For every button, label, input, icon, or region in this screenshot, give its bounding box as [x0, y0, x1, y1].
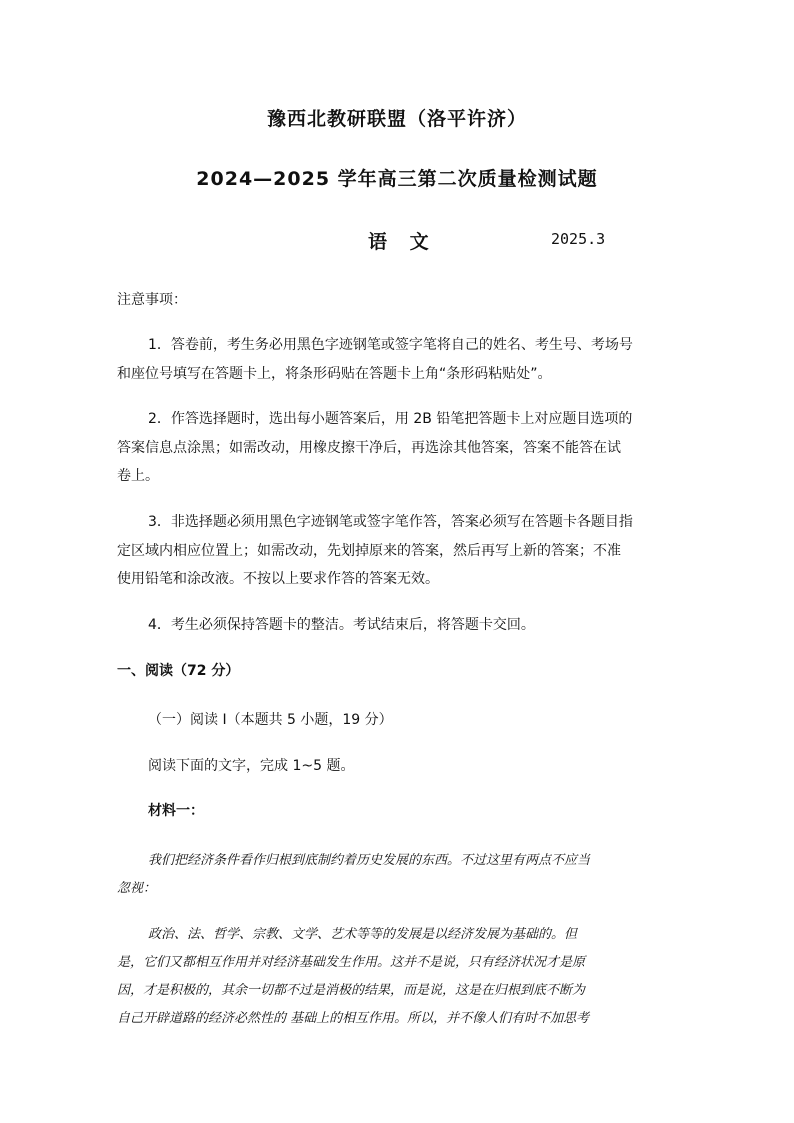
passage-p2-line-4: 自己开辟道路的经济必然性的 基础上的相互作用。所以，并不像人们有时不加思考 [117, 1011, 590, 1026]
exam-date: 2025.3 [551, 230, 606, 248]
notice-item-1-line-2: 和座位号填写在答题卡上，将条形码贴在答题卡上角“条形码粘贴处”。 [117, 366, 552, 382]
exam-title: 2024—2025 学年高三第二次质量检测试题 [196, 168, 598, 190]
notice-item-3-line-2: 定区域内相应位置上；如需改动，先划掉原来的答案，然后再写上新的答案；不准 [117, 543, 621, 559]
passage-p2-line-3: 因，才是积极的，其余一切都不过是消极的结果，而是说，这是在归根到底不断为 [117, 983, 586, 998]
passage-p2-line-2: 是，它们又都相互作用并对经济基础发生作用。这并不是说，只有经济状况才是原 [117, 955, 586, 970]
subject-label: 语 文 [368, 231, 437, 253]
notice-item-2-line-2: 答案信息点涂黑；如需改动，用橡皮擦干净后，再选涂其他答案，答案不能答在试 [117, 440, 621, 456]
notice-heading: 注意事项： [117, 292, 187, 308]
section-heading: 一、阅读（72 分） [117, 663, 240, 679]
passage-p1-line-2: 忽视： [117, 881, 157, 896]
notice-item-2-line-3: 卷上。 [117, 468, 159, 484]
notice-item-1-line-1: 1．答卷前，考生务必用黑色字迹钢笔或签字笔将自己的姓名、考生号、考场号 [148, 337, 633, 353]
passage-p2-line-1: 政治、法、哲学、宗教、文学、艺术等等的发展是以经济发展为基础的。但 [148, 927, 578, 942]
notice-item-4-line-1: 4．考生必须保持答题卡的整洁。考试结束后，将答题卡交回。 [148, 617, 535, 633]
passage-p1-line-1: 我们把经济条件看作归根到底制约着历史发展的东西。不过这里有两点不应当 [148, 853, 591, 868]
notice-item-2-line-1: 2．作答选择题时，选出每小题答案后，用 2B 铅笔把答题卡上对应题目选项的 [148, 411, 633, 427]
material-label: 材料一： [148, 803, 204, 819]
reading-instruction: 阅读下面的文字，完成 1~5 题。 [148, 758, 355, 774]
notice-item-3-line-1: 3．非选择题必须用黑色字迹钢笔或签字笔作答，答案必须写在答题卡各题目指 [148, 514, 633, 530]
sub-section-heading: （一）阅读 I（本题共 5 小题，19 分） [148, 712, 393, 728]
document-title: 豫西北教研联盟（洛平许济） [266, 108, 527, 130]
notice-item-3-line-3: 使用铅笔和涂改液。不按以上要求作答的答案无效。 [117, 571, 439, 587]
